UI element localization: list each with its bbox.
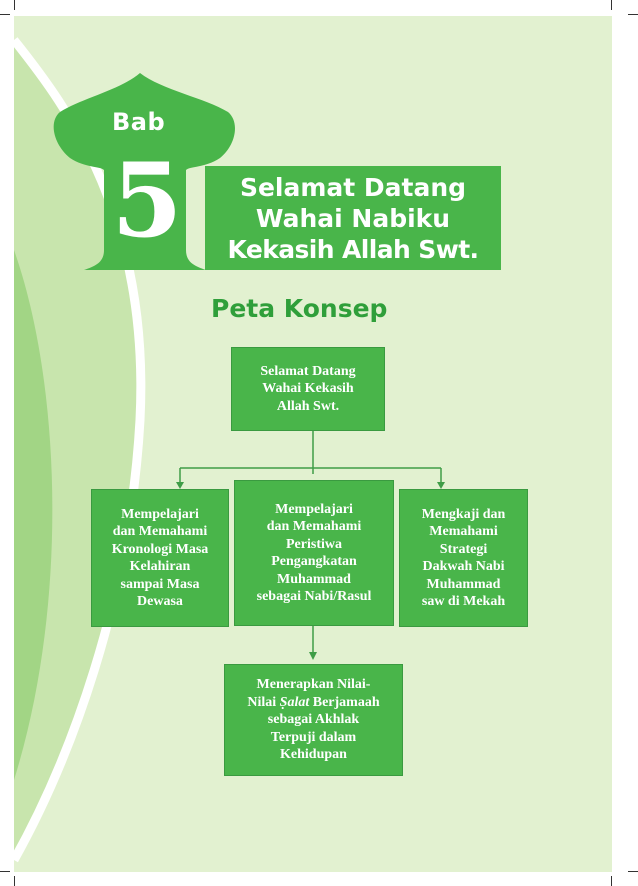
node-text: Selamat Datang	[260, 363, 356, 379]
node-text: Dakwah Nabi	[422, 559, 505, 574]
arrow-head	[176, 482, 184, 489]
node-text: sebagai Akhlak	[267, 712, 360, 728]
node-text: dan Memahami	[112, 524, 208, 539]
node-text: Kelahiran	[129, 559, 191, 574]
node-text: Wahai Kekasih	[262, 381, 354, 397]
chapter-title	[205, 166, 501, 270]
node-text: Allah Swt.	[276, 398, 340, 414]
chapter-title-line: Selamat Datang	[239, 172, 467, 202]
node-text: saw di Mekah	[421, 594, 506, 609]
concept-branch-right	[399, 489, 528, 627]
node-text: Menerapkan Nilai-	[256, 677, 371, 693]
node-text: Berjamaah	[309, 694, 380, 710]
concept-map-heading: Peta Konsep	[211, 294, 388, 323]
node-text: Muhammad	[426, 576, 501, 592]
concept-outcome-node	[224, 664, 403, 776]
node-text: sebagai Nabi/Rasul	[256, 589, 372, 604]
concept-branch-left	[91, 489, 229, 627]
node-text: Dewasa	[137, 594, 183, 609]
node-text: Mempelajari	[121, 506, 199, 522]
chapter-number: 5	[111, 141, 183, 261]
node-text: Kronologi Masa	[111, 541, 209, 557]
node-text: Muhammad	[277, 571, 351, 587]
node-text: Memahami	[429, 524, 498, 539]
chapter-title-line: Kekasih Allah Swt.	[227, 234, 479, 264]
arrow-head	[309, 652, 317, 660]
node-text: sampai Masa	[120, 576, 200, 592]
concept-root-node	[231, 347, 385, 431]
node-text-italic: Ṣalat	[279, 694, 310, 710]
node-text-mixed	[247, 694, 379, 712]
node-text: dan Memahami	[266, 519, 362, 534]
node-text: Kehidupan	[280, 747, 347, 763]
concept-branch-center	[234, 480, 394, 626]
node-text: Strategi	[439, 541, 488, 557]
chapter-title-line: Wahai Nabiku	[255, 203, 451, 233]
node-text: Peristiwa	[286, 536, 342, 552]
node-text: Mengkaji dan	[421, 506, 506, 522]
chapter-label: Bab	[112, 108, 166, 136]
node-text: Terpuji dalam	[270, 729, 357, 745]
arrow-head	[437, 482, 445, 489]
node-text: Mempelajari	[275, 501, 353, 517]
node-text: Nilai	[247, 694, 280, 710]
node-text: Pengangkatan	[271, 554, 357, 569]
